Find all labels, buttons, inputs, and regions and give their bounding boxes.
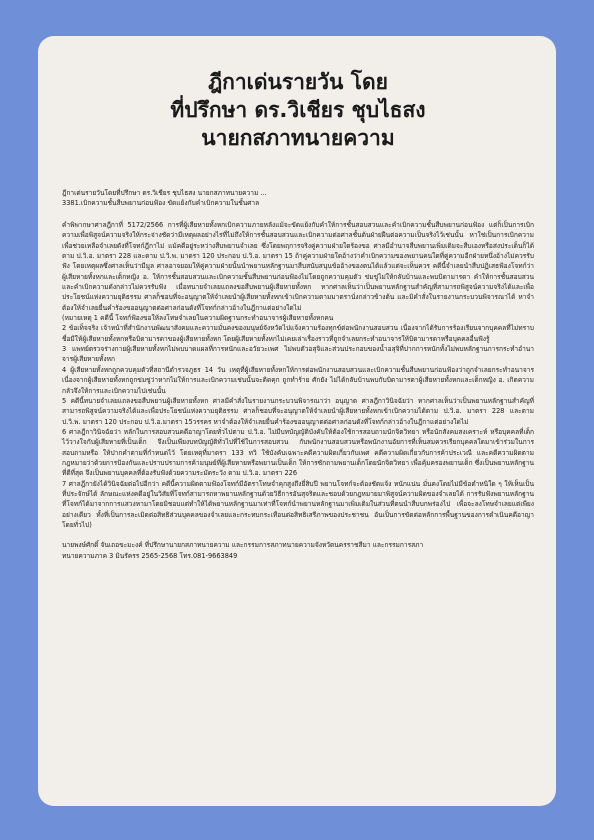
signature-line-1: นายพงษ์ศักดิ์ จันเถอขะมะงค์ ที่ปรึกษานายกสภาทนายความ และกรรมการสภาทนายความจังหวัดนครราชสีมา และกรรมการสภา bbox=[62, 541, 424, 550]
paragraph-note-5: 5 คดีนี้ทนายจำเลยแถลงขอสืบพยานผู้เสียหายทั้งหก ศาลมีคำสั่งในรายงานกระบวนพิจารณาว่า อนุญาต ศาลฎีกาวินิจฉัยว่า หากศาลเห็นว่าเป็นพยานหลักฐานสำคัญที่สามารถพิสูจน์ความจริงได้และเพื่อประโยชน์แห่งความยุติธรรม ศาลก็ชอบที่จะอนุญาตให้จำเลยนำผู้เสียหายทั้งหกเข้าเบิกความได้ตาม ป.วิ.อ. มาตรา 228 และตาม ป.วิ.พ. มาตรา 120 ประกอบ ป.วิ.อ.มาตรา 15วรรคร หาจำต้องให้จำเลยยื่นคำร้องขออนุญาตต่อศาลก่อนดังที่โจทก์กล่าวอ้างในฎีกาแต่อย่างใดไม่ bbox=[62, 396, 534, 426]
paragraph-note-7: 7 ศาลฎีกายังได้วินิจฉัยต่อไปอีกว่า คดีนี้ความผิดตามฟ้องโจทก์มีอัตราโทษจำคุกสูงถึงยี่สิบปี พยานโจทก์จะต้องชัดแจ้ง หนักแน่น มั่นคงโดยไม่มีข้อตำหนิใด ๆ ให้เห็นเป็นที่ประจักษ์ได้ ลักษณะแห่งคดีอยู่ในวิสัยที่โจทก์สามารถหาพยานหลักฐานด้วยวิธีการอันสุจริตและชอบด้วยกฎหมายมาพิสูจน์ความผิดของจำเลยได้ การรับฟังพยานหลักฐานที่โจทก์ได้มาจากการแสวงหามาโดยมิชอบแต่ทำให้ได้พยานหลักฐานมาเท่าที่โจทก์นำพยานหลักฐานมาเพิ่มเติมในส่วนที่ตนนำสืบบกพร่องไป เพื่อจะลงโทษจำเลยแต่เพียงอย่างเดียว ทั้งที่เป็นการละเมิดต่อสิทธิส่วนบุคคลของจำเลยและกระทบกระเทือนต่อสิทธิเสรีภาพของประชาชน อันเป็นการขัดต่อหลักการพื้นฐานของการดำเนินคดีอาญาโดยทั่วไป) bbox=[62, 479, 534, 529]
paragraph-note-1: (หมายเหตุ 1 คดีนี้ โจทก์ฟ้องขอให้ลงโทษจำเลยในความผิดฐานกระทำอนาจารผู้เสียหายทั้งหกคน bbox=[62, 314, 334, 323]
header-line-1: ฎีกาเด่นรายวันโดยที่ปรึกษา ดร.วิเชียร ชุบไธสง นายกสภาทนายความ ... bbox=[62, 189, 267, 197]
document-card bbox=[38, 36, 556, 806]
paragraph-note-4: 4 ผู้เสียหายทั้งหกถูกควบคุมตัวที่สถานีตำรวจภูธร 14 วัน เหตุที่ผู้เสียหายทั้งหกให้การต่อพนักงานสอบสวนและเบิกความชั้นสืบพยานก่อนฟ้องว่าถูกจำเลยกระทำอนาจาร เนื่องจากผู้เสียหายทั้งหกถูกข่มขู่ว่าหากไม่ให้การและเบิกความเช่นนั้นจะติดคุก ถูกทำร้าย ศักยัง ไม่ได้กลับบ้านพบกับบิดามารดาผู้เสียหายทั้งหกและเด็กหญิง อ. เกิดความกลัวจึงให้การและเบิกความไปเช่นนั้น bbox=[62, 365, 534, 395]
header-line-2: 3381.เบิกความชั้นสืบพยานก่อนฟ้อง ขัดแย้งกับคำเบิกความในชั้นศาล bbox=[62, 199, 260, 207]
author-signature bbox=[62, 540, 534, 561]
title-line-3: นายกสภาทนายความ bbox=[201, 126, 395, 150]
paragraph-note-2: 2 ข้อเท็จจริง เจ้าหน้าที่สำนักงานพัฒนาสังคมและความมั่นคงของมนุษย์จังหวัดไปแจ้งความร้องทุกข์ต่อพนักงานสอบสวน เนื่องจากได้รับการร้องเรียนจากบุคคลที่ไม่ทราบชื่อมีให้ผู้เสียหายทั้งหกหรือบิดามารดาของผู้เสียหายทั้งหก โดยผู้เสียหายทั้งหกไม่เคยเล่าเรื่องราวที่ถูกจำเลยกระทำอนาจารให้บิดามารดาหรือบุคคลอื่นฟังรู้ bbox=[62, 324, 534, 343]
document-title bbox=[62, 68, 534, 152]
title-line-1: ฎีกาเด่นรายวัน โดย bbox=[208, 70, 388, 94]
paragraph-note-6: 6 ศาลฎีกาวินิจฉัยว่า หลักในการสอบสวนคดีอาญาโดยทั่วไปตาม ป.วิ.อ. ไม่มีบทบัญญัติบังคับให้ต้องใช้การสอบถามนักจิตวิทยา หรือนักสังคมสงเคราะห์ หรือบุคคลที่เด็กไว้วางใจกับผู้เสียหายที่เป็นเด็ก จึงเป็นเพียงบทบัญญัติทั่วไปที่ใช้ในการสอบสวน กับพนักงานสอบสวนหรือพนักงานอัยการที่เห็นสมควรเรียกบุคคลใดมาเข้าร่วมในการสอบถามหรือ ให้ปากคำตามที่กำหนดไว้ โดยเหตุที่มาตรา 133 ทวิ ใช้บังคับเฉพาะคดีความผิดเกี่ยวกับเพศ คดีความผิดเกี่ยวกับการค้าประเวณี และคดีความผิดตามกฎหมายว่าด้วยการป้องกันและปราบปรามการค้ามนุษย์ที่ผู้เสียหายหรือพยานเป็นเด็ก ให้การซักถามพยานเด็กโดยนักจิตวิทยา เพื่อคุ้มครองพยานเด็ก ซึ่งเป็นพยานหลักฐานที่ดีที่สุด จึงเป็นพยานบุคคลที่ต้องรับฟังด้วยความระมัดระวัง ตาม ป.วิ.อ. มาตรา 226 bbox=[62, 427, 534, 478]
document-header bbox=[62, 188, 534, 208]
title-line-2: ที่ปรึกษา ดร.วิเชียร ชุบไธสง bbox=[170, 98, 426, 122]
document-body bbox=[62, 220, 534, 530]
signature-line-2: ทนายความภาค 3 มินรัครร 2565-2568 โทร.081-9663849 bbox=[62, 551, 238, 560]
paragraph-note-3: 3 แพทย์ตรวจร่างกายผู้เสียหายทั้งหกไม่พบบาดแผลที่การหนักและอวัยวะเพศ ไม่พบตัวอสุจิและส่วนประกอบของน้ำอสุจิที่ปากการหนักทั้งไม่พบหลักฐานการกระทำอำนาจารผู้เสียหายทั้งหก bbox=[62, 345, 534, 364]
paragraph-main: คำพิพากษาศาลฎีกาที่ 5172/2566 การที่ผู้เสียหายทั้งหกเบิกความภายหลังแม้จะขัดแย้งกับคำให้การชั้นสอบสวนและคำเบิกความชั้นสืบพยานก่อนฟ้อง แต่ก็เป็นการเบิกความเพื่อพิสูจน์ความจริงให้กระจ่างชัดว่ามีเหตุผลอย่างไรที่ไม่ถึงให้การชั้นสอบสวนและเบิกความต่อศาลชั้นต้นฝ่ายฝืนต่อความเป็นจริงไว้เช่นนั้น หาใช่เป็นการเบิกความเพื่อช่วยเหลือจำเลยดังที่โจทก์ฎีกาไม่ แม้คดีอยู่ระหว่างสืบพยานจำเลย ซึ่งโดยพฤการจริงคู่ความฝ่ายใดร้องขอ ศาลมีอำนาจสืบพยานเพิ่มเติมจะสืบเองหรือส่งประเด็นก็ได้ ตาม ป.วิ.อ. มาตรา 228 และตาม ป.วิ.พ. มาตรา 120 ประกอบ ป.วิ.อ. มาตรา 15 ถ้าคู่ความฝ่ายใดอ้างว่าคำเบิกความของพยานคนใดที่คู่ความอีกฝ่ายหนึ่งอ้างไม่ควรรับฟัง โดยเหตุผลซึ่งศาลเห็นว่ามีมูล ศาลอาจยอมให้คู่ความฝ่ายนั้นนำพยานหลักฐานมาสืบสนับสนุนข้ออ้างของตนได้แล้วแต่จะเห็นควร คดีนี้จำเลยนำสืบปฏิเสธฟ้องโจทก์ว่า ผู้เสียหายทั้งหกและเด็กหญิง อ. ให้การชั้นสอบสวนและเบิกความชั้นสืบพยานก่อนฟ้องไม่โดยถูกความคุมตัว ข่มขู่ไม่ให้กลับบ้านและพบบิดามารดา คำให้การชั้นสอบสวนและคำเบิกความดังกล่าวไม่ควรรับฟัง เมื่อทนายจำเลยแถลงขอสืบพยานผู้เสียหายทั้งหก หากศาลเห็นว่าเป็นพยานหลักฐานสำคัญที่สามารถพิสูจน์ความจริงได้และเพื่อประโยชน์แห่งความยุติธรรม ศาลก็ชอบที่จะอนุญาตให้จำเลยนำผู้เสียหายทั้งหกเข้าเบิกความตามมาตรานั่งกล่าวข้างต้น และมิคำสั่งในรายงานกระบวนพิจารณาได้ หาจำต้องให้จำเลยยื่นคำร้องขออนุญาตต่อศาลก่อนดังที่โจทก์กล่าวอ้างในฎีกาแต่อย่างใดไม่ bbox=[62, 221, 534, 312]
